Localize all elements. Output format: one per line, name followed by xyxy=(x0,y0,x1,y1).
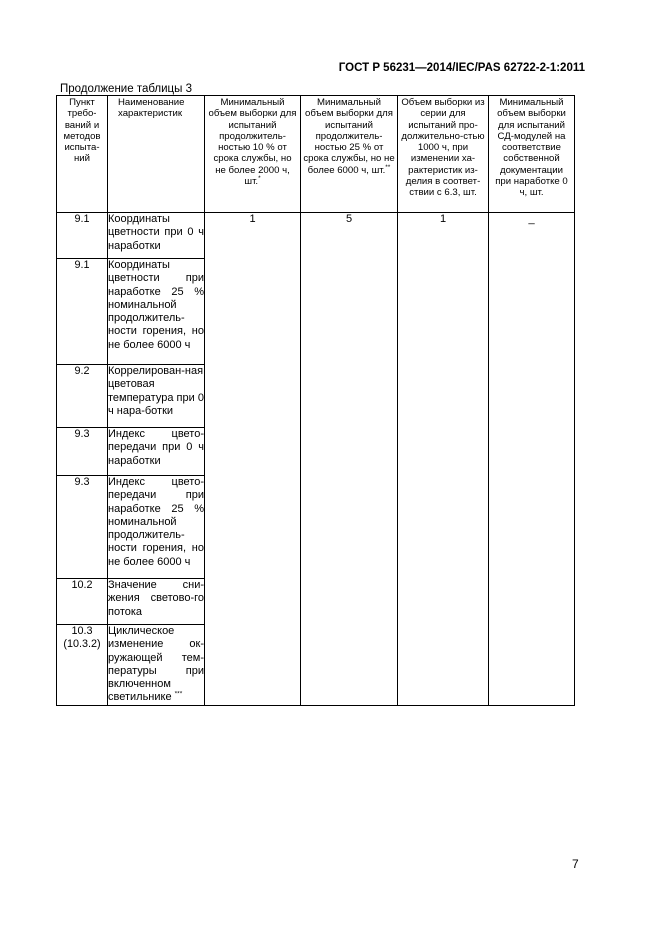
row-clause: 9.1 xyxy=(57,213,108,259)
row-name: Коррелирован-ная цветовая температура при 0 ч нара-ботки xyxy=(108,365,205,428)
header-25pct-text: Минимальный объем выборки для испытаний продолжитель-ностью 25 % от срока службы, но не более 6000 ч, шт. xyxy=(303,97,395,176)
header-led: Минимальный объем выборки для испытаний СД-модулей на соответствие собственной документации при наработке 0 ч, шт. xyxy=(489,96,575,213)
row-name: Координаты цветности при наработке 25 % номинальной продолжитель-ности горения, но не более 6000 ч xyxy=(108,259,205,365)
value-10pct: 1 xyxy=(205,213,301,706)
table-header-row xyxy=(57,96,575,213)
row-clause: 9.3 xyxy=(57,428,108,476)
row-clause: 9.2 xyxy=(57,365,108,428)
table-row xyxy=(57,213,575,259)
header-10pct-text: Минимальный объем выборки для испытаний продолжитель-ностью 10 % от срока службы, но не более 2000 ч, шт. xyxy=(208,97,297,188)
row-clause: 10.2 xyxy=(57,579,108,625)
page-number: 7 xyxy=(572,857,579,871)
footnote-mark: ** xyxy=(385,163,391,171)
value-25pct: 5 xyxy=(301,213,398,706)
header-clause: Пункт требо-ваний и методов испыта-ний xyxy=(57,96,108,213)
row-name: Координаты цветности при 0 ч наработки xyxy=(108,213,205,259)
row-clause: 10.3 (10.3.2) xyxy=(57,625,108,706)
value-1000h: 1 xyxy=(398,213,489,706)
row-name: Значение сни-жения светово-го потока xyxy=(108,579,205,625)
footnote-mark: * xyxy=(258,174,261,182)
header-name: Наименование характеристик xyxy=(108,96,205,213)
header-1000h: Объем выборки из серии для испытаний про-должительно-стью 1000 ч, при изменении ха-рактеристик из-делия в соответ-ствии с 6.3, шт. xyxy=(398,96,489,213)
row-name: Индекс цвето-передачи при наработке 25 % номинальной продолжитель-ности горения, но не более 6000 ч xyxy=(108,476,205,579)
row-clause: 9.1 xyxy=(57,259,108,365)
row-name xyxy=(108,625,205,706)
row-name: Индекс цвето-передачи при 0 ч наработки xyxy=(108,428,205,476)
header-10pct xyxy=(205,96,301,213)
sample-size-table xyxy=(56,95,575,706)
row-name-text: Циклическое изменение ок-ружающей тем-пературы при включенном светильнике xyxy=(108,625,204,704)
row-clause: 9.3 xyxy=(57,476,108,579)
header-25pct xyxy=(301,96,398,213)
value-led: _ xyxy=(489,213,575,706)
footnote-mark: *** xyxy=(174,690,183,698)
document-standard-header: ГОСТ Р 56231—2014/IEC/PAS 62722-2-1:2011 xyxy=(338,62,585,74)
table-caption: Продолжение таблицы 3 xyxy=(60,83,193,95)
